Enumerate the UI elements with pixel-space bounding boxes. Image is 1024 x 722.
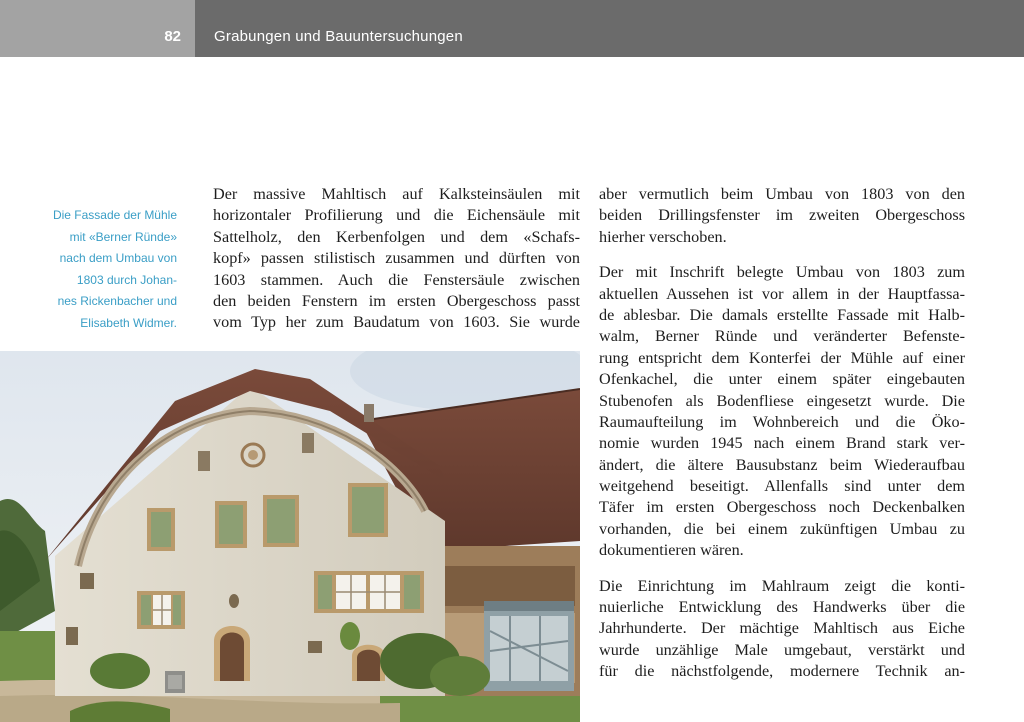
text-line: Der mit Inschrift belegte Umbau von 1803 zum [599, 263, 965, 282]
caption-line: nes Rickenbacher und [57, 294, 177, 309]
text-line: beiden Drillingsfenster im zweiten Obergeschoss [599, 206, 965, 225]
text-line: Täfer im ersten Obergeschoss noch Deckenbalken [599, 498, 965, 517]
text-line: aktuellen Aussehen ist vor allem in der Hauptfassa- [599, 284, 965, 303]
text-line: nuierliche Entwicklung des Handwerks über die [599, 598, 965, 617]
running-head: Grabungen und Bauuntersuchungen [214, 28, 463, 45]
text-line: hierher verschoben. [599, 227, 727, 246]
text-line: den beiden Fenstern im ersten Obergeschoss passt [213, 291, 580, 310]
text-line: rung entspricht dem Konterfei der Mühle auf einer [599, 348, 965, 367]
text-line: horizontaler Profilierung und die Eichensäule mit [213, 206, 580, 225]
paragraph [599, 576, 965, 683]
text-line: vorhanden, die bei einem zukünftigen Umbau zu [599, 519, 965, 538]
text-line: aber vermutlich beim Umbau von 1803 von den [599, 185, 965, 203]
text-line: weitgehend beseitigt. Allenfalls sind unter dem [599, 477, 965, 496]
caption-line: nach dem Umbau von [59, 251, 177, 266]
text-line: wurde unzählige Male umgebaut, verstärkt und [599, 640, 965, 659]
text-line: dokumentieren wären. [599, 541, 744, 560]
text-line: nomie wurden 1945 nach einem Brand stark ver- [599, 434, 965, 453]
text-line: Stubenofen als Bodenfliese eingesetzt wurde. Die [599, 391, 965, 410]
paragraph [599, 184, 965, 248]
text-line: de ablesbar. Die damals erstellte Fassade mit Halb- [599, 305, 965, 324]
text-line: Raumaufteilung im Wohnbereich und die Öko- [599, 412, 965, 431]
page-number-box [0, 0, 195, 57]
figure-caption [20, 205, 177, 335]
caption-line: mit «Berner Ründe» [69, 229, 177, 244]
text-line: ändert, die ältere Bausubstanz beim Wiederaufbau [599, 455, 965, 474]
text-line: Der massive Mahltisch auf Kalksteinsäulen mit [213, 185, 580, 203]
text-line: Die Einrichtung im Mahlraum zeigt die konti- [599, 576, 965, 595]
text-column-right [599, 184, 965, 683]
page-header [0, 0, 1024, 57]
text-line: walm, Berner Ründe und veränderter Befenste- [599, 327, 965, 346]
text-line: Ofenkachel, die unter einem später eingebauten [599, 370, 965, 389]
caption-line: 1803 durch Johan- [76, 272, 177, 287]
text-line: vom Typ her zum Baudatum von 1603. Sie wurde [213, 313, 580, 332]
text-line: Sattelholz, den Kerbenfolgen und dem «Schafs- [213, 227, 580, 246]
paragraph [599, 262, 965, 561]
mill-facade-photo [0, 351, 580, 722]
caption-line: Elisabeth Widmer. [80, 315, 177, 330]
text-column-left [213, 184, 580, 334]
text-line: 1603 stammen. Auch die Fenstersäule zwischen [213, 270, 580, 289]
text-line: für die nächstfolgende, modernere Technik an- [599, 662, 965, 681]
caption-line: Die Fassade der Mühle [52, 208, 177, 222]
text-line: Jahrhunderte. Der mächtige Mahltisch aus Eiche [599, 619, 965, 638]
page-number: 82 [164, 28, 181, 45]
text-line: kopf» passen stilistisch zusammen und dürften von [213, 249, 580, 268]
